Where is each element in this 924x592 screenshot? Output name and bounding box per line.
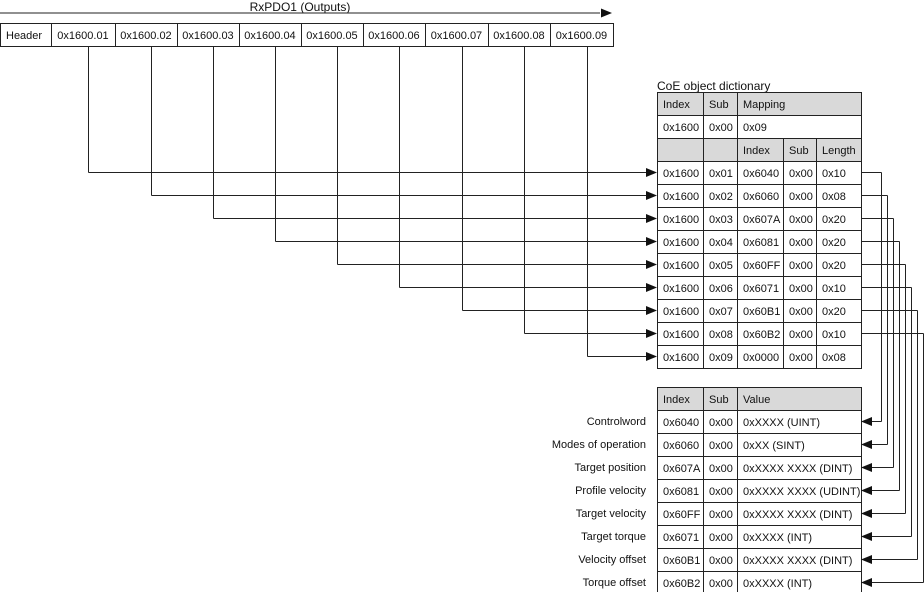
object-row-label: 0xXXXX XXXX (DINT) <box>743 555 853 567</box>
object-row-label: 0xXXXX XXXX (DINT) <box>743 463 853 475</box>
pdo-entry-label: 0x1600.09 <box>555 30 608 42</box>
coe-mapping-label: 0x1600 <box>663 168 700 180</box>
coe-subhead-label: Sub <box>789 145 809 157</box>
object-name-label: Modes of operation <box>551 439 646 451</box>
coe-mapping-label: 0x6081 <box>743 237 780 249</box>
coe-mapping-label: 0x06 <box>709 283 733 295</box>
coe-mapping-label: 0x1600 <box>663 237 700 249</box>
object-row-label: 0x00 <box>709 486 733 498</box>
coe-mapping-label: 0x08 <box>822 352 846 364</box>
coe-mapping-label: 0x00 <box>789 260 813 272</box>
object-link-arrow <box>861 440 872 449</box>
object-row-label: 0x00 <box>709 440 733 452</box>
object-row-label: 0x00 <box>709 463 733 475</box>
object-row-label: 0xXXXX XXXX (UDINT) <box>743 486 861 498</box>
coe-mapping-label: 0x08 <box>709 329 733 341</box>
object-link-arrow <box>861 486 872 495</box>
coe-subhead-cell <box>704 139 738 162</box>
coe-mapping-label: 0x00 <box>789 283 813 295</box>
coe-mapping-label: 0x00 <box>789 237 813 249</box>
object-row-label: 0xXXXX (INT) <box>743 532 813 544</box>
coe-mapping-label: 0x07 <box>709 306 733 318</box>
object-name-label: Target position <box>574 462 646 474</box>
coe-mapping-label: 0x00 <box>789 168 813 180</box>
coe-mapping-label: 0x04 <box>709 237 733 249</box>
title-arrow-head <box>601 9 612 18</box>
pdo-bar-group <box>0 0 614 47</box>
object-link-arrow <box>861 555 872 564</box>
coe-mapping-label: 0x00 <box>789 191 813 203</box>
object-name-label: Profile velocity <box>575 485 646 497</box>
pdo-entry-label: 0x1600.04 <box>244 30 296 42</box>
object-link-arrow <box>861 463 872 472</box>
object-link-arrow <box>861 417 872 426</box>
object-name-label: Torque offset <box>582 577 646 589</box>
object-row-label: 0x60B2 <box>663 578 701 590</box>
pdo-link-arrow <box>646 306 657 315</box>
object-head-label: Value <box>743 394 771 406</box>
coe-mapping-label: 0x1600 <box>663 283 700 295</box>
coe-mapping-label: 0x0000 <box>743 352 780 364</box>
object-row-label: 0xXXXX (INT) <box>743 578 813 590</box>
object-head-label: Sub <box>709 394 729 406</box>
object-row-label: 0x00 <box>709 555 733 567</box>
coe-mapping-label: 0x1600 <box>663 352 700 364</box>
coe-mapping-label: 0x1600 <box>663 329 700 341</box>
object-row-label: 0x6060 <box>663 440 700 452</box>
pdo-entry-label: 0x1600.08 <box>493 30 545 42</box>
object-row-label: 0x6040 <box>663 417 700 429</box>
object-row-label: 0xXXXX (UINT) <box>743 417 821 429</box>
object-name-label: Controlword <box>586 416 646 428</box>
object-head-label: Index <box>663 394 690 406</box>
coe-mapping-label: 0x1600 <box>663 214 700 226</box>
pdo-link-arrow <box>646 352 657 361</box>
coe-mapping-label: 0x10 <box>822 283 846 295</box>
coe-mapping-label: 0x1600 <box>663 306 700 318</box>
coe-title: CoE object dictionary <box>657 79 771 93</box>
object-link-arrow <box>861 509 872 518</box>
coe-mapping-label: 0x607A <box>743 214 781 226</box>
pdo-link-arrow <box>646 260 657 269</box>
coe-mapping-label: 0x01 <box>709 168 733 180</box>
coe-mapping-label: 0x60B2 <box>743 329 781 341</box>
object-name-label: Target torque <box>581 531 646 543</box>
object-row-label: 0xXX (SINT) <box>743 440 805 452</box>
coe-mapping-label: 0x03 <box>709 214 733 226</box>
coe-mapping-label: 0x05 <box>709 260 733 272</box>
pdo-entry-label: 0x1600.01 <box>57 30 109 42</box>
coe-mapping-label: 0x10 <box>822 168 846 180</box>
object-row-label: 0xXXXX XXXX (DINT) <box>743 509 853 521</box>
object-row-label: 0x00 <box>709 532 733 544</box>
coe-mapping-label: 0x20 <box>822 214 846 226</box>
coe-mapping-label: 0x20 <box>822 306 846 318</box>
pdo-link-arrow <box>646 191 657 200</box>
object-row-label: 0x6071 <box>663 532 700 544</box>
coe-mapping-label: 0x20 <box>822 237 846 249</box>
coe-table-group <box>657 79 862 369</box>
coe-mapping-label: 0x60FF <box>743 260 781 272</box>
coe-mapping-label: 0x00 <box>789 306 813 318</box>
coe-mapping-label: 0x20 <box>822 260 846 272</box>
coe-mapping-label: 0x60B1 <box>743 306 781 318</box>
coe-count-label: 0x09 <box>743 122 767 134</box>
coe-mapping-label: 0x10 <box>822 329 846 341</box>
coe-count-label: 0x00 <box>709 122 733 134</box>
object-table-group <box>552 388 862 592</box>
pdo-link-arrow <box>646 237 657 246</box>
object-name-label: Target velocity <box>575 508 646 520</box>
object-row-label: 0x00 <box>709 509 733 521</box>
coe-head-label: Index <box>663 99 690 111</box>
coe-subhead-label: Index <box>743 145 770 157</box>
pdo-entry-label: 0x1600.02 <box>120 30 172 42</box>
object-link-arrow <box>861 532 872 541</box>
coe-mapping-label: 0x6071 <box>743 283 780 295</box>
object-row-label: 0x00 <box>709 578 733 590</box>
pdo-entry-label: 0x1600.05 <box>306 30 358 42</box>
object-name-label: Velocity offset <box>578 554 646 566</box>
coe-subhead-cell <box>658 139 704 162</box>
pdo-link-arrow <box>646 329 657 338</box>
pdo-link-arrow <box>646 168 657 177</box>
coe-count-label: 0x1600 <box>663 122 700 134</box>
coe-head-label: Sub <box>709 99 729 111</box>
coe-subhead-label: Length <box>822 145 856 157</box>
coe-mapping-label: 0x00 <box>789 329 813 341</box>
object-row-label: 0x6081 <box>663 486 700 498</box>
object-row-label: 0x60B1 <box>663 555 701 567</box>
coe-head-label: Mapping <box>743 99 786 111</box>
coe-mapping-label: 0x02 <box>709 191 733 203</box>
pdo-link-arrow <box>646 283 657 292</box>
coe-mapping-label: 0x00 <box>789 214 813 226</box>
coe-mapping-label: 0x6040 <box>743 168 780 180</box>
coe-mapping-label: 0x00 <box>789 352 813 364</box>
pdo-entry-label: 0x1600.03 <box>182 30 234 42</box>
coe-mapping-label: 0x1600 <box>663 191 700 203</box>
coe-mapping-label: 0x1600 <box>663 260 700 272</box>
object-link-arrow <box>861 578 872 587</box>
coe-mapping-label: 0x08 <box>822 191 846 203</box>
pdo-entry-label: 0x1600.06 <box>368 30 420 42</box>
coe-mapping-label: 0x09 <box>709 352 733 364</box>
pdo-title: RxPDO1 (Outputs) <box>249 0 351 14</box>
coe-mapping-label: 0x6060 <box>743 191 780 203</box>
pdo-link-arrow <box>646 214 657 223</box>
pdo-header-label: Header <box>6 30 43 42</box>
object-row-label: 0x607A <box>663 463 701 475</box>
object-row-label: 0x60FF <box>663 509 701 521</box>
object-row-label: 0x00 <box>709 417 733 429</box>
pdo-entry-label: 0x1600.07 <box>430 30 483 42</box>
